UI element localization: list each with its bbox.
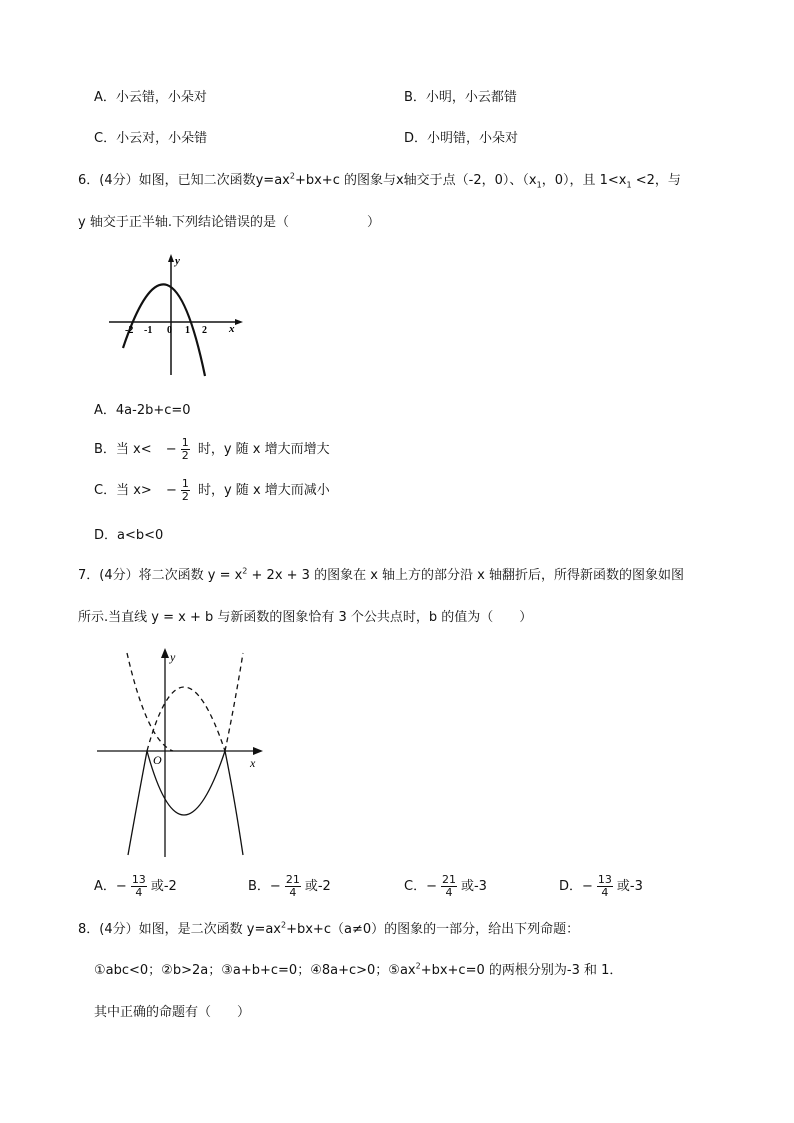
q6-x-arrow bbox=[235, 319, 243, 325]
q6-option-a: A．4a-2b+c=0 bbox=[94, 403, 191, 418]
q6-stem-line2: y 轴交于正半轴.下列结论错误的是（ ） bbox=[78, 215, 380, 230]
q8-stem-line1: 8．(4分）如图，是二次函数 $y=ax^2+bx+c(a\ne 0)$的图象的一部分，给出下列命题： bbox=[78, 920, 580, 937]
q6-graph bbox=[105, 250, 250, 380]
q6-parabola bbox=[123, 284, 205, 376]
q6-tick-neg1: -1 bbox=[144, 325, 153, 336]
q7-graph bbox=[95, 645, 270, 860]
q6-x-label: x bbox=[229, 323, 235, 335]
q7-option-b: B．− $\frac{21}{4}$ 或-2 bbox=[248, 873, 331, 899]
q6-tick-2: 2 bbox=[202, 325, 207, 336]
q6-option-d: D．a<b<0 bbox=[94, 528, 164, 543]
q6-tick-0: 0 bbox=[167, 325, 172, 336]
q6-y-arrow bbox=[168, 254, 174, 262]
q8-propositions: ①abc<0；②b>2a；③a+b+c=0；④8a+c>0；$⑤ax^2+bx+c=0$ 的两根分别为-3 和 1． bbox=[94, 961, 623, 978]
q7-y-label: y bbox=[170, 650, 176, 664]
q5-option-c: C．小云对，小朵错 bbox=[94, 131, 208, 146]
q5-option-d: D．小明错，小朵对 bbox=[404, 131, 519, 146]
q6-tick-1: 1 bbox=[185, 325, 190, 336]
q7-x-label: x bbox=[250, 756, 256, 770]
q6-stem-line1: 6．(4分）如图，已知二次函数$y=ax^2+bx+c$ 的图象与x轴交于点（-2，0）、（$x_1$，0），且 $1<x_1 <2$，与 bbox=[78, 171, 681, 190]
q7-solid-left-arm bbox=[128, 751, 147, 855]
q7-option-c: C．− $\frac{21}{4}$ 或-3 bbox=[404, 873, 487, 899]
q7-dashed-right-arm bbox=[225, 653, 243, 751]
q7-x-arrow bbox=[253, 747, 263, 755]
q7-y-arrow bbox=[161, 648, 169, 658]
q5-option-b: B．小明，小云都错 bbox=[404, 90, 517, 105]
q7-stem-line1: 7．(4分）将二次函数 $y = x^2 + 2x + 3$ 的图象在 x 轴上方的部分沿 x 轴翻折后，所得新函数的图象如图 bbox=[78, 566, 684, 583]
q7-option-d: D．− $\frac{13}{4}$ 或-3 bbox=[559, 873, 643, 899]
q6-option-c: C．当 x> − $\frac{1}{2}$ 时，y 随 x 增大而减小 bbox=[94, 477, 330, 503]
q6-option-b: B．当 x< − $\frac{1}{2}$ 时，y 随 x 增大而增大 bbox=[94, 436, 330, 462]
q7-stem-line2: 所示.当直线 y = x + b 与新函数的图象恰有 3 个公共点时，b 的值为（ ） bbox=[78, 610, 533, 625]
q8-question: 其中正确的命题有（ ） bbox=[94, 1005, 251, 1020]
q7-solid-right-arm bbox=[225, 751, 243, 855]
q7-dashed-arch bbox=[147, 687, 225, 751]
q7-dashed-left-arm bbox=[127, 653, 173, 751]
q6-y-label: y bbox=[175, 255, 180, 267]
q7-option-a: A．− $\frac{13}{4}$ 或-2 bbox=[94, 873, 177, 899]
q5-option-a: A．小云错，小朵对 bbox=[94, 90, 207, 105]
q7-origin-label: O bbox=[153, 753, 162, 767]
q6-tick-neg2: -2 bbox=[125, 325, 134, 336]
